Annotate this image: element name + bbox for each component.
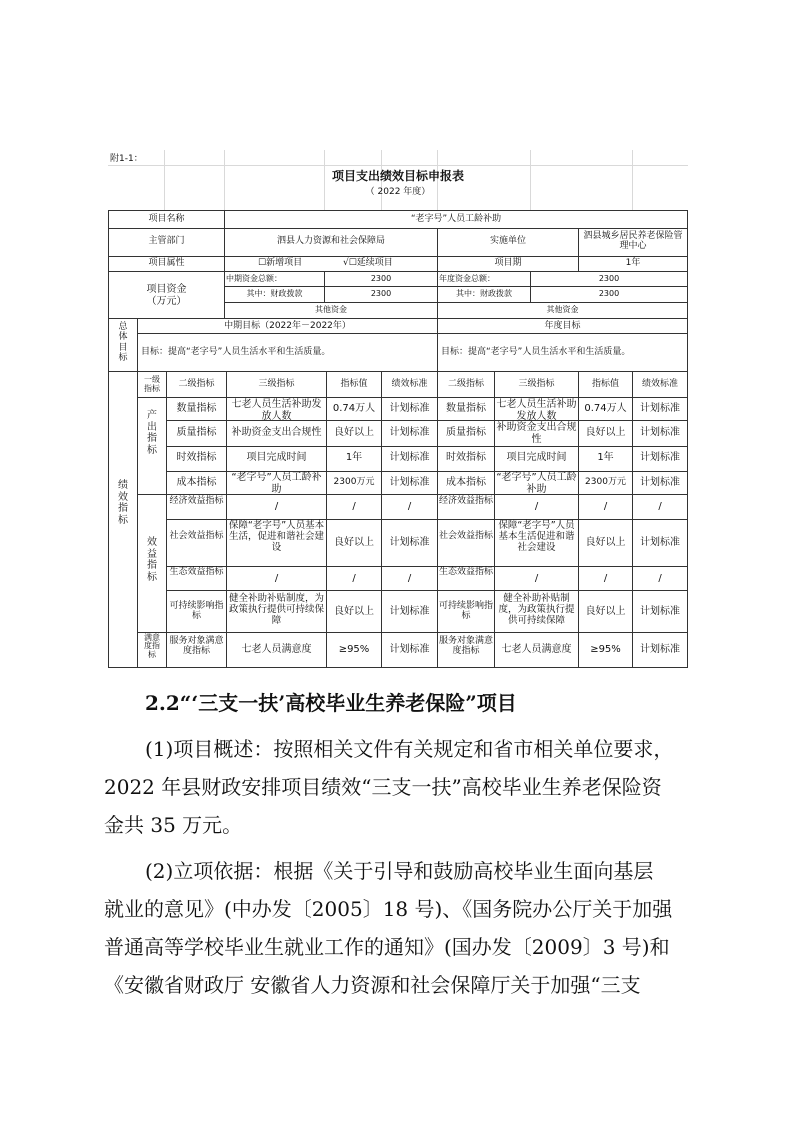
- row-value-annual: 0.74万人: [584, 403, 627, 414]
- row-value: 2300万元: [333, 477, 375, 487]
- row-l3-annual: 项目完成时间: [506, 452, 567, 463]
- period-label: 项目期: [494, 258, 522, 268]
- row-standard-annual: 计划标准: [640, 606, 680, 617]
- row-value-annual: 2300万元: [585, 477, 626, 487]
- paragraph-line: (1)项目概述：按照相关文件有关规定和省市相关单位要求，: [145, 737, 674, 761]
- row-l2-annual: 社会效益指标: [438, 531, 493, 541]
- row-l2-annual: 数量指标: [446, 403, 486, 414]
- row-l2-annual: 时效指标: [446, 452, 486, 463]
- row-value: 0.74万人: [332, 403, 376, 414]
- row-value-annual: 良好以上: [585, 537, 626, 548]
- row-value: 良好以上: [334, 606, 374, 617]
- row-l3-annual: 七老人员满意度: [501, 644, 572, 655]
- year-goal-header: 年度目标: [544, 321, 581, 331]
- row-standard: 计划标准: [389, 403, 430, 414]
- project-name-label: 项目名称: [148, 214, 185, 224]
- row-l3: /: [274, 501, 279, 512]
- year-total-value: 2300: [598, 274, 620, 283]
- row-value-annual: /: [603, 501, 608, 512]
- mid-other-label: 其他资金: [315, 305, 347, 314]
- impl-value: 泗县城乡居民养老保险管理中心: [583, 231, 683, 252]
- paragraph-line: 2022 年县财政安排项目绩效“三支一扶”高校毕业生养老保险资: [104, 775, 662, 799]
- row-standard: 计划标准: [389, 427, 430, 438]
- row-value: /: [352, 573, 356, 584]
- attachment-label: 附1-1：: [110, 154, 143, 164]
- year-fiscal-value: 2300: [598, 289, 620, 298]
- form-year: （ 2022 年度）: [365, 187, 431, 197]
- section-heading: 2.2“‘三支一扶’高校毕业生养老保险”项目: [145, 691, 517, 715]
- dept-value: 泗县人力资源和社会保障局: [276, 236, 385, 246]
- row-l2: 数量指标: [176, 403, 217, 414]
- paragraph-line: 普通高等学校毕业生就业工作的通知》(国办发〔2009〕3 号)和: [104, 935, 670, 959]
- row-l3: 补助资金支出合规性: [231, 427, 322, 438]
- overall-goal-label: 总 体 目 标: [118, 322, 128, 364]
- row-l2-annual: 生态效益指标: [438, 567, 493, 577]
- row-l2: 质量指标: [176, 427, 217, 438]
- paragraph-line: 就业的意见》(中办发〔2005〕18 号)、《国务院办公厅关于加强: [104, 897, 673, 921]
- row-l3: /: [274, 573, 279, 584]
- mid-goal-header: 中期目标（2022年－2022年）: [224, 321, 351, 331]
- dept-label: 主管部门: [148, 236, 185, 246]
- level2-header-annual: 二级指标: [447, 379, 484, 389]
- row-value: 良好以上: [334, 537, 374, 548]
- row-l2-annual: 服务对象满意度指标: [438, 636, 493, 657]
- row-l2: 经济效益指标: [169, 496, 224, 506]
- year-total-label: 年度资金总额：: [439, 274, 495, 283]
- level2-header: 二级指标: [178, 379, 215, 389]
- target-header-annual: 指标值: [591, 379, 619, 389]
- perf-indicator-label: 绩 效 指 标: [118, 480, 128, 526]
- row-l3: 健全补助补贴制度，为政策执行提供可持续保障: [228, 593, 324, 626]
- row-standard: /: [407, 501, 412, 512]
- standard-header: 绩效标准: [391, 379, 428, 389]
- row-standard-annual: 计划标准: [640, 537, 680, 548]
- row-standard-annual: 计划标准: [640, 427, 680, 438]
- mid-fiscal-label: 其中：财政拨款: [246, 289, 303, 298]
- year-other-label: 其他资金: [546, 305, 579, 314]
- row-l2-annual: 经济效益指标: [438, 496, 493, 506]
- mid-goal-text: 目标：提高“老字号”人员生活水平和生活质量。: [141, 347, 331, 357]
- row-standard: 计划标准: [389, 606, 430, 617]
- row-standard-annual: /: [658, 573, 662, 584]
- attr-continued-checkbox: √☐延续项目: [343, 258, 393, 268]
- row-standard: /: [407, 573, 412, 584]
- row-l3-annual: 补助资金支出合规性: [496, 422, 577, 445]
- row-value: /: [352, 501, 356, 512]
- row-value: ≥95%: [338, 644, 370, 655]
- row-value-annual: ≥95%: [590, 644, 621, 655]
- row-value-annual: 1年: [597, 452, 614, 463]
- impl-label: 实施单位: [489, 236, 526, 246]
- row-l2: 社会效益指标: [169, 531, 224, 541]
- row-standard: 计划标准: [389, 477, 430, 488]
- row-standard-annual: 计划标准: [640, 452, 680, 463]
- paragraph-line: (2)立项依据：根据《关于引导和鼓励高校毕业生面向基层: [145, 859, 654, 883]
- row-l3: 保障“老字号”人员基本生活，促进和谐社会建设: [228, 520, 325, 553]
- row-standard: 计划标准: [389, 452, 430, 463]
- mid-total-label: 中期资金总额：: [226, 274, 282, 283]
- benefit-indicator-label: 效 益 指 标: [147, 537, 157, 583]
- satisfaction-indicator-label: 满意 度指 标: [144, 633, 160, 659]
- row-l2: 成本指标: [176, 477, 217, 488]
- row-l3-annual: /: [534, 573, 539, 584]
- project-name-value: “老字号”人员工龄补助: [410, 214, 502, 224]
- row-value: 1年: [345, 452, 363, 463]
- row-l3-annual: 保障“老字号”人员基本生活促进和谐社会建设: [498, 520, 575, 553]
- row-value-annual: 良好以上: [585, 427, 626, 438]
- period-value: 1年: [625, 258, 641, 268]
- row-standard-annual: 计划标准: [640, 477, 680, 488]
- row-l2: 可持续影响指标: [169, 601, 224, 622]
- output-indicator-label: 产 出 指 标: [147, 410, 157, 456]
- mid-fiscal-value: 2300: [370, 289, 392, 298]
- row-l3-annual: 健全补助补贴制度，为政策执行提供可持续保障: [498, 593, 575, 626]
- row-l3: “老字号”人员工龄补助: [231, 472, 322, 495]
- row-standard: 计划标准: [389, 537, 430, 548]
- row-l2: 生态效益指标: [169, 567, 224, 577]
- year-fiscal-label: 其中：财政拨款: [456, 289, 512, 298]
- row-standard-annual: 计划标准: [640, 403, 680, 414]
- year-goal-text: 目标：提高“老字号”人员生活水平和生活质量。: [441, 347, 631, 357]
- row-standard-annual: /: [658, 501, 662, 512]
- row-value-annual: /: [603, 573, 608, 584]
- paragraph-line: 《安徽省财政厅 安徽省人力资源和社会保障厅关于加强“三支: [104, 973, 641, 997]
- row-l3-annual: “老字号”人员工龄补助: [496, 472, 577, 495]
- standard-header-annual: 绩效标准: [641, 379, 678, 389]
- target-header: 指标值: [340, 379, 368, 389]
- row-l3: 七老人员满意度: [241, 644, 312, 655]
- paragraph-line: 金共 35 万元。: [104, 813, 243, 837]
- row-l3: 七老人员生活补助发放人数: [231, 399, 322, 422]
- attr-label: 项目属性: [148, 258, 185, 268]
- attr-new-checkbox: ☐新增项目: [258, 258, 303, 268]
- level1-header: 一级 指标: [144, 375, 160, 393]
- form-title: 项目支出绩效目标申报表: [331, 169, 464, 183]
- row-l2-annual: 质量指标: [446, 427, 486, 438]
- mid-total-value: 2300: [370, 274, 392, 283]
- row-l2-annual: 成本指标: [446, 477, 486, 488]
- row-value-annual: 良好以上: [585, 606, 626, 617]
- row-l3-annual: 七老人员生活补助发放人数: [496, 399, 577, 422]
- level3-header-annual: 三级指标: [518, 379, 555, 389]
- row-l2-annual: 可持续影响指标: [438, 601, 493, 622]
- row-value: 良好以上: [334, 427, 374, 438]
- row-standard-annual: 计划标准: [640, 644, 680, 655]
- row-l3: 项目完成时间: [246, 452, 307, 463]
- funds-label: 项目资金 （万元）: [146, 284, 187, 307]
- row-l2: 时效指标: [176, 452, 217, 463]
- level3-header: 三级指标: [258, 379, 295, 389]
- row-l2: 服务对象满意度指标: [169, 636, 224, 657]
- row-standard: 计划标准: [389, 644, 430, 655]
- row-l3-annual: /: [534, 501, 539, 512]
